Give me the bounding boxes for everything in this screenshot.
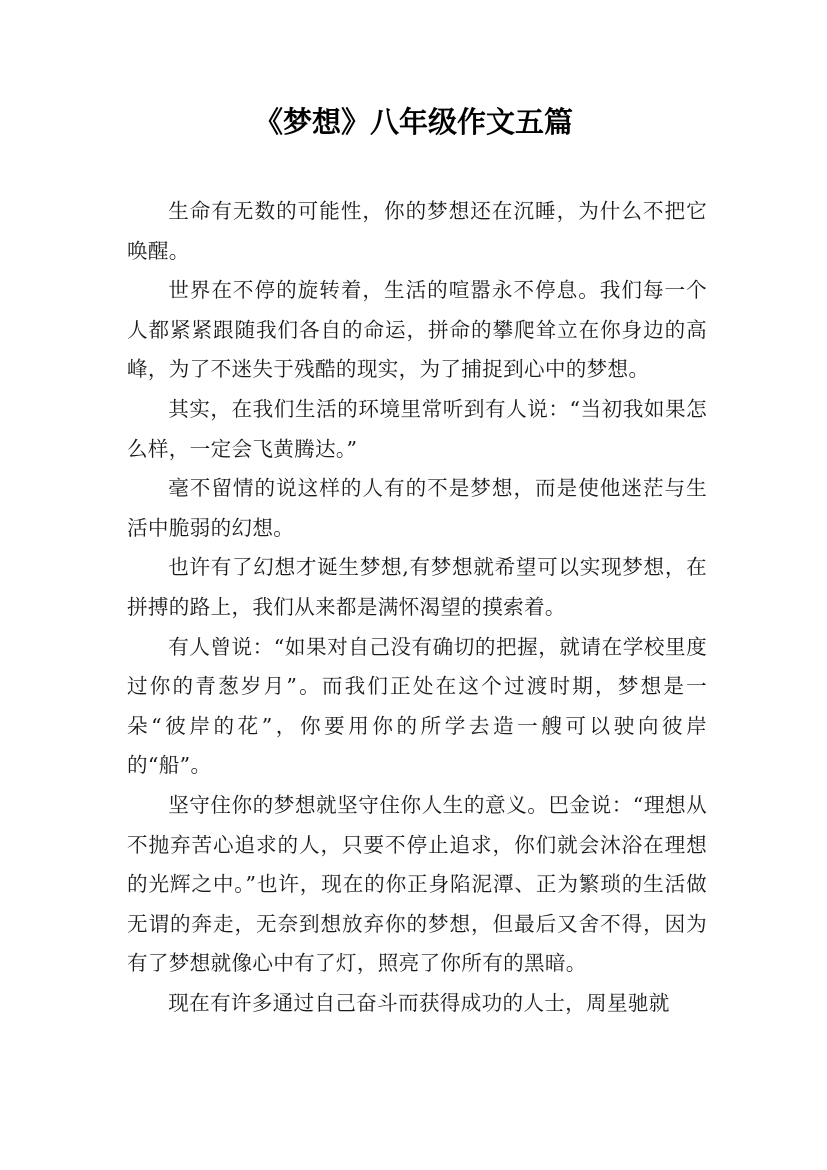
document-title: 《梦想》八年级作文五篇 bbox=[253, 105, 573, 139]
paragraph: 其实，在我们生活的环境里常听到有人说：“当初我如果怎么样，一定会飞黄腾达。” bbox=[127, 396, 707, 461]
paragraph: 现在有许多通过自己奋斗而获得成功的人士，周星驰就 bbox=[168, 990, 670, 1015]
paragraph: 世界在不停的旋转着，生活的喧嚣永不停息。我们每一个人都紧紧跟随我们各自的命运，拼命的攀爬耸立在你身边的高峰，为了不迷失于残酷的现实，为了捕捉到心中的梦想。 bbox=[127, 278, 707, 382]
paragraph: 也许有了幻想才诞生梦想,有梦想就希望可以实现梦想，在拼搏的路上，我们从来都是满怀渴望的摸索着。 bbox=[127, 555, 707, 619]
document-body bbox=[127, 192, 707, 1023]
paragraph: 毫不留情的说这样的人有的不是梦想，而是使他迷茫与生活中脆弱的幻想。 bbox=[127, 476, 707, 540]
paragraph: 有人曾说：“如果对自己没有确切的把握，就请在学校里度过你的青葱岁月”。而我们正处在这个过渡时期，梦想是一朵“彼岸的花”，你要用你的所学去造一艘可以驶向彼岸的“船”。 bbox=[127, 634, 707, 778]
paragraph: 坚守住你的梦想就坚守住你人生的意义。巴金说：“理想从不抛弃苦心追求的人，只要不停止追求，你们就会沐浴在理想的光辉之中。”也许，现在的你正身陷泥潭、正为繁琐的生活做无谓的奔走，无奈到想放弃你的梦想，但最后又舍不得，因为有了梦想就像心中有了灯，照亮了你所有的黑暗。 bbox=[127, 792, 707, 976]
paragraph: 生命有无数的可能性，你的梦想还在沉睡，为什么不把它唤醒。 bbox=[127, 199, 707, 263]
